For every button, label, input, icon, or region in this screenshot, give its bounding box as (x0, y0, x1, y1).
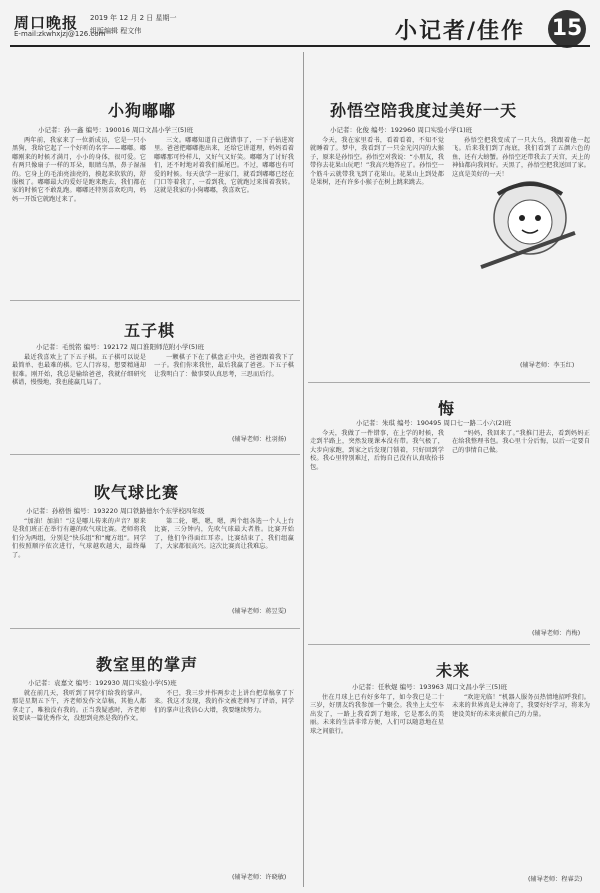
article-byline: 小记者：朱琪 编号：190495 周口七一路二小六(2)班 (356, 419, 512, 427)
article-title: 吹气球比赛 (94, 483, 180, 502)
article-body: 一颗棋子下在了棋盘正中央，爸爸跟着我下了一子。我们你来我往，最后我赢了爸爸。下五子棋让我明白了：做事要认真思考，三思而后行。 (154, 354, 294, 378)
article-body: 两年前，我家来了一位新成员，它是一只小黑狗，我给它起了一个好听的名字——嘟嘟。嘟嘟刚来的时候才满月，小小的身体，很可爱。它有两只像扇子一样的耳朵，眼睛乌黑，鼻子湿湿的。它身上的毛油亮油亮的，摸起来软软的，舒服极了。嘟嘟最大的爱好是跑来跑去，我们都在家的时候它不敢乱跑。嘟嘟还特别喜欢吃肉，妈妈一开饭它就跑过来了。 (12, 137, 146, 203)
teacher-credit: (辅导老师：许晓敏) (232, 874, 287, 881)
article-body: 三文。嘟嘟知道自己做错事了，一下子钻进窝里。爸爸把嘟嘟抱出来，还给它讲道理，妈妈看着嘟嘟那可怜样儿，又好气又好笑。嘟嘟为了讨好我们，还不时地对着我们摇尾巴。不过，嘟嘟也有可爱的时候。每天放学一进家门，就看到嘟嘟已经在门口等着我了，一看到我，它就跑过来围着我转。这就是我家的小狗嘟嘟，我喜欢它。 (154, 137, 294, 195)
article-byline: 小记者：孙格悟 编号：193220 周口铁路德尔个东学校四年级 (26, 507, 205, 515)
article-body: 今天，我做了一件错事，在上学的时候，我走到半路上，突然发现课本没有带。我气极了，大步向家跑，到家之后发现门锁着，只好回到学校。我心里特别难过，后悔自己没有认真收拾书包。 (310, 430, 444, 471)
teacher-credit: (辅导老师：肖梅) (532, 630, 581, 637)
article-body: 住在月球上已有好多年了，如今我已是二十三岁，好朋友约我参加一个聚会。我坐上太空车出发了，一路上我看到了地球，它是那么的美丽。未来的生活非常方便，人们可以随意地在星球之间旅行。 (310, 694, 444, 735)
section-divider (10, 628, 300, 629)
teacher-credit: (辅导老师：李玉红) (520, 362, 575, 369)
teacher-credit: (辅导老师：杜羽扬) (232, 436, 287, 443)
article-title: 教室里的掌声 (96, 655, 199, 674)
contact-email: E-mail:zkwhxjzj@126.com (14, 30, 106, 38)
article-title: 悔 (438, 399, 456, 418)
section-title: 小记者/佳作 (395, 18, 526, 44)
article-byline: 小记者：化俊 编号：192960 周口实验小学(1)班 (330, 126, 473, 134)
article-body: “妈妈，我回来了。”我推门进去，看到妈妈正在给我整理书包。我心里十分后悔，以后一定要自己的事情自己做。 (452, 430, 590, 454)
article-byline: 小记者：袁嘉文 编号：192930 周口实验小学(5)班 (28, 679, 177, 687)
article-body: “加油！加油！”这是哪儿传来的声音？原来是我们班正在举行有趣的吹气球比赛。老师将我们分为两组，分别是“快乐组”和“魔方组”。同学们按照顺序依次进行，气球越吹越大，最终爆了。 (12, 518, 146, 559)
article-body: “欢迎光临！”机器人服务员热情地招呼我们。未来的世界真是太神奇了，我要好好学习，将来为建设美好的未来贡献自己的力量。 (452, 694, 590, 718)
section-divider (10, 300, 300, 301)
section-divider (308, 644, 590, 645)
page-number-badge: 15 (548, 10, 586, 48)
article-body: 第二轮，嗯，嗯，嗯，两个组各选一个人上台比赛，三分钟内，先吹气球最大者胜。比赛开始了，他们争得面红耳赤。比赛结束了，我们组赢了，大家都很高兴。这次比赛真让我难忘。 (154, 518, 294, 551)
layout-editor: 组版编辑 程文伟 (90, 27, 142, 35)
article-title: 小狗嘟嘟 (108, 101, 177, 120)
article-body: 就在前几天，我听到了同学们给我的掌声。那是星期五下午，齐老师发作文草稿，其他人都拿走了，唯独没有我的。正当我疑惑时，齐老师说要读一篇优秀作文，没想到竟然是我的作文。 (12, 690, 146, 723)
article-title: 五子棋 (124, 321, 176, 340)
masthead-rule (10, 45, 590, 47)
section-divider (10, 454, 300, 455)
article-byline: 小记者：任秋焜 编号：193963 周口文昌小学三(5)班 (352, 683, 508, 691)
monkey-king-illustration-icon (468, 168, 588, 276)
article-body: 最近我喜欢上了下五子棋。五子棋可以说是最简单、也最难的棋。它人门容易，想要精通却很难。刚开始，我总是输给爸爸，我就仔细研究棋谱，慢慢地，我也能赢几局了。 (12, 354, 146, 387)
article-byline: 小记者：毛悦铭 编号：192172 周口淮阳师范附小学(5)班 (36, 343, 205, 351)
article-byline: 小记者：孙一鑫 编号：190016 周口文昌小学三(5)班 (38, 126, 194, 134)
article-title: 未来 (436, 661, 471, 680)
article-title: 孙悟空陪我度过美好一天 (330, 101, 518, 120)
article-body: 孙悟空把我变成了一只大鸟，我跟着他一起飞。后来我们到了海底，我们看到了五颜六色的鱼，还有大螃蟹。孙悟空还带我去了天宫，天上的神仙都向我问好。天黑了，孙悟空把我送回了家。这真是美好的一天！ (452, 137, 590, 178)
newspaper-logo: 周口晚报 (14, 14, 79, 32)
section-divider (308, 382, 590, 383)
teacher-credit: (辅导老师：蒋昱雯) (232, 608, 287, 615)
teacher-credit: (辅导老师：程睿芸) (528, 876, 583, 883)
article-body: 今天，我在家里看书，看着看着，不知不觉就睡着了。梦中，我看到了一只金光闪闪的大猴子，原来是孙悟空。孙悟空对我说：“小朋友，我带你去花果山玩吧！”我高兴地答应了。孙悟空一个筋斗云就带我飞到了花果山。花果山上到处都是果树，还有许多小猴子在树上跳来跳去。 (310, 137, 444, 187)
article-body: 不已，我三步并作两步走上讲台把草稿拿了下来。我这才发现，我的作文被老师写了评语，同学们的掌声让我信心大增，我要继续努力。 (154, 690, 294, 714)
column-divider (303, 52, 304, 887)
issue-date: 2019 年 12 月 2 日 星期一 (90, 14, 177, 22)
